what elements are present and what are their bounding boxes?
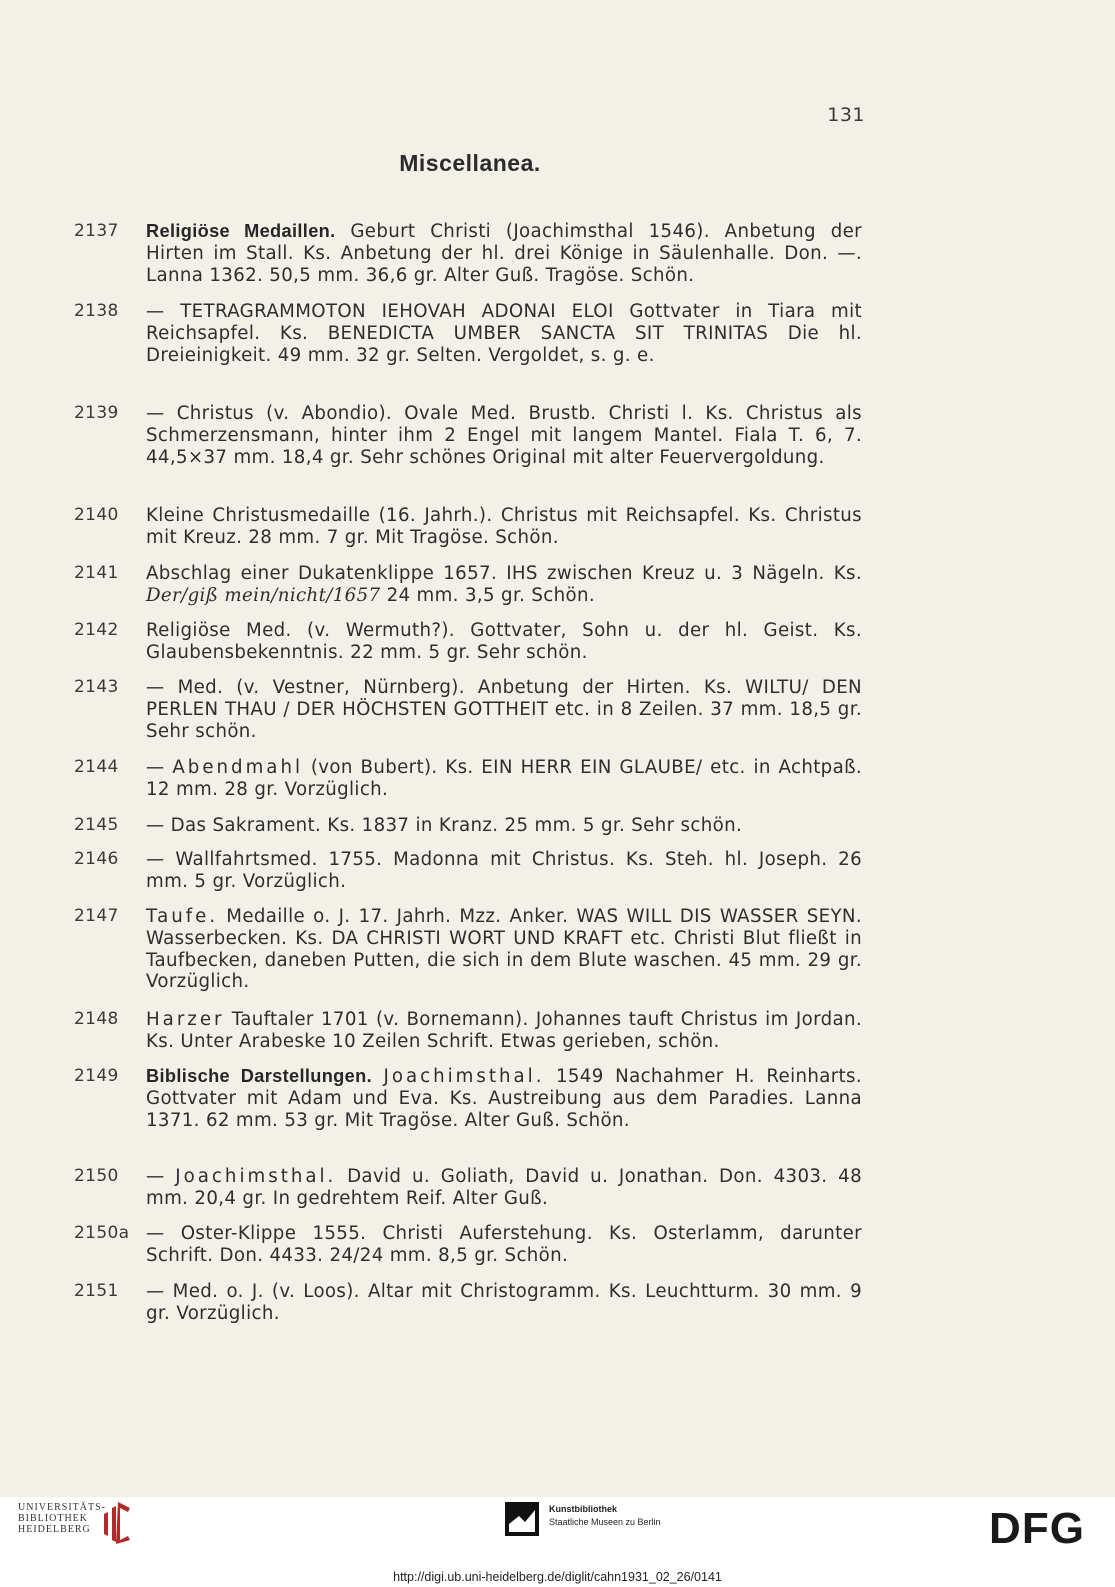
entry-number: 2149 (74, 1066, 119, 1086)
kunstbibliothek-title: Kunstbibliothek (549, 1504, 617, 1514)
entry-text (146, 620, 862, 664)
entry-number: 2144 (74, 757, 119, 777)
catalog-entry (74, 505, 874, 549)
catalog-entry (74, 1223, 874, 1267)
entry-number: 2141 (74, 563, 119, 583)
entry-text (146, 221, 862, 286)
entry-number: 2140 (74, 505, 119, 525)
university-library-logo-icon[interactable] (98, 1500, 132, 1544)
entry-description: (von Bubert). Ks. EIN HERR EIN GLAUBE/ etc. in Achtpaß. 12 mm. 28 gr. Vorzüglich. (146, 757, 863, 800)
entry-number: 2148 (74, 1009, 119, 1029)
kunstbibliothek-subtitle: Staatliche Museen zu Berlin (549, 1517, 661, 1527)
entry-text (146, 301, 862, 366)
university-line-3: HEIDELBERG (18, 1524, 91, 1535)
entry-spaced-term: Abendmahl (172, 757, 304, 778)
catalog-entry (74, 757, 874, 801)
entry-text (146, 505, 862, 549)
entry-number: 2138 (74, 301, 119, 321)
entry-number: 2145 (74, 815, 119, 835)
catalog-entry (74, 849, 874, 893)
entry-description: Medaille o. J. 17. Jahrh. Mzz. Anker. WAS WILL DIS WASSER SEYN. Wasserbecken. Ks. DA CHRISTI WORT UND KRAFT etc. Christi Blut fließt in Taufbecken, daneben Putten, die sich in dem Blute waschen. 45 mm. 29 gr. Vorzüglich. (146, 906, 862, 993)
catalog-entry (74, 1009, 874, 1053)
entry-category: Religiöse Medaillen. (146, 221, 336, 241)
entry-text (146, 403, 862, 468)
entry-text (146, 815, 862, 837)
catalog-entry (74, 1166, 874, 1210)
kunstbibliothek-logo-text[interactable] (549, 1503, 661, 1529)
dfg-logo-text: DFG (989, 1508, 1085, 1548)
entry-category: Biblische Darstellungen. (146, 1066, 372, 1086)
entry-number: 2146 (74, 849, 119, 869)
entry-text (146, 1281, 862, 1325)
catalog-entry (74, 906, 874, 993)
entry-text (146, 1009, 862, 1053)
entry-description: — Wallfahrtsmed. 1755. Madonna mit Christus. Ks. Steh. hl. Joseph. 26 mm. 5 gr. Vorzüglich. (146, 849, 862, 892)
entry-number: 2143 (74, 677, 119, 697)
entry-spaced-term: Joachimsthal. (175, 1166, 337, 1187)
entry-description: — Med. o. J. (v. Loos). Altar mit Christogramm. Ks. Leuchtturm. 30 mm. 9 gr. Vorzüglich. (146, 1281, 862, 1324)
page-number: 131 (827, 104, 865, 126)
entry-dash: — (146, 757, 165, 778)
entry-description: Kleine Christusmedaille (16. Jahrh.). Christus mit Reichsapfel. Ks. Christus mit Kreuz. 28 mm. 7 gr. Mit Tragöse. Schön. (146, 505, 862, 548)
catalog-entry (74, 563, 874, 607)
catalog-entry (74, 221, 874, 286)
university-line-1: UNIVERSITÄTS- (18, 1502, 106, 1513)
university-line-2: BIBLIOTHEK (18, 1513, 88, 1524)
entry-text (146, 906, 862, 993)
entry-inscription: Der/giß mein/nicht/1657 (146, 584, 381, 606)
entry-text (146, 563, 862, 607)
entry-spaced-term: Taufe. (146, 906, 219, 927)
section-heading: Miscellanea. (399, 150, 541, 176)
entry-description: 1549 Nachahmer H. Reinharts. Gottvater mit Adam und Eva. Ks. Austreibung aus dem Paradies. Lanna 1371. 62 mm. 53 gr. Mit Tragöse. Alter Guß. Schön. (146, 1066, 862, 1131)
entry-text (146, 1066, 862, 1131)
catalog-entry (74, 403, 874, 468)
entry-description: — TETRAGRAMMOTON IEHOVAH ADONAI ELOI Gottvater in Tiara mit Reichsapfel. Ks. BENEDICTA UMBER SANCTA SIT TRINITAS Die hl. Dreieinigkeit. 49 mm. 32 gr. Selten. Vergoldet, s. g. e. (146, 301, 862, 366)
entry-number: 2139 (74, 403, 119, 423)
catalog-entry (74, 677, 874, 742)
entry-dash: — (146, 1166, 165, 1187)
entry-text (146, 849, 862, 893)
entry-description: — Med. (v. Vestner, Nürnberg). Anbetung der Hirten. Ks. WILTU/ DEN PERLEN THAU / DER HÖCHSTEN GOTTHEIT etc. in 8 Zeilen. 37 mm. 18,5 gr. Sehr schön. (146, 677, 862, 742)
catalog-entry (74, 301, 874, 366)
entry-text (146, 677, 862, 742)
entry-description: Geburt Christi (Joachimsthal 1546). Anbetung der Hirten im Stall. Ks. Anbetung der hl. drei Könige in Säulenhalle. Don. —. Lanna 1362. 50,5 mm. 36,6 gr. Alter Guß. Tragöse. Schön. (146, 221, 862, 286)
entry-number: 2150a (74, 1223, 130, 1243)
entry-text (146, 1166, 862, 1210)
entry-description: — Christus (v. Abondio). Ovale Med. Brustb. Christi l. Ks. Christus als Schmerzensmann, hinter ihm 2 Engel mit langem Mantel. Fiala T. 6, 7. 44,5×37 mm. 18,4 gr. Sehr schönes Original mit alter Feuervergoldung. (146, 403, 862, 468)
source-url[interactable]: http://digi.ub.uni-heidelberg.de/diglit/cahn1931_02_26/0141 (393, 1570, 722, 1584)
entry-number: 2151 (74, 1281, 119, 1301)
entry-number: 2142 (74, 620, 119, 640)
dfg-logo[interactable] (978, 1508, 1096, 1548)
entry-description: Tauftaler 1701 (v. Bornemann). Johannes tauft Christus im Jordan. Ks. Unter Arabeske 10 Zeilen Schrift. Etwas gerieben, schön. (146, 1009, 862, 1052)
entry-spaced-term: Harzer (146, 1009, 225, 1030)
entry-description-cont: 24 mm. 3,5 gr. Schön. (386, 584, 595, 606)
entry-description: — Oster-Klippe 1555. Christi Auferstehung. Ks. Osterlamm, darunter Schrift. Don. 4433. 24/24 mm. 8,5 gr. Schön. (146, 1223, 862, 1266)
entry-description: Religiöse Med. (v. Wermuth?). Gottvater, Sohn u. der hl. Geist. Ks. Glaubensbekenntnis. 22 mm. 5 gr. Sehr schön. (146, 620, 862, 663)
kunstbibliothek-logo-icon[interactable] (505, 1502, 539, 1536)
entry-text (146, 1223, 862, 1267)
entry-description: Abschlag einer Dukatenklippe 1657. IHS zwischen Kreuz u. 3 Nägeln. Ks. (146, 563, 862, 584)
catalog-entry (74, 620, 874, 664)
catalog-entry (74, 815, 874, 837)
catalog-entry (74, 1281, 874, 1325)
entry-number: 2137 (74, 221, 119, 241)
university-library-logo-text[interactable] (18, 1502, 108, 1535)
entry-number: 2147 (74, 906, 119, 926)
catalog-entry (74, 1066, 874, 1131)
entry-description: David u. Goliath, David u. Jonathan. Don. 4303. 48 mm. 20,4 gr. In gedrehtem Reif. Alter Guß. (146, 1166, 863, 1209)
entry-number: 2150 (74, 1166, 119, 1186)
entry-text (146, 757, 862, 801)
entry-spaced-term: Joachimsthal. (383, 1066, 545, 1087)
entry-description: — Das Sakrament. Ks. 1837 in Kranz. 25 mm. 5 gr. Sehr schön. (146, 815, 743, 836)
